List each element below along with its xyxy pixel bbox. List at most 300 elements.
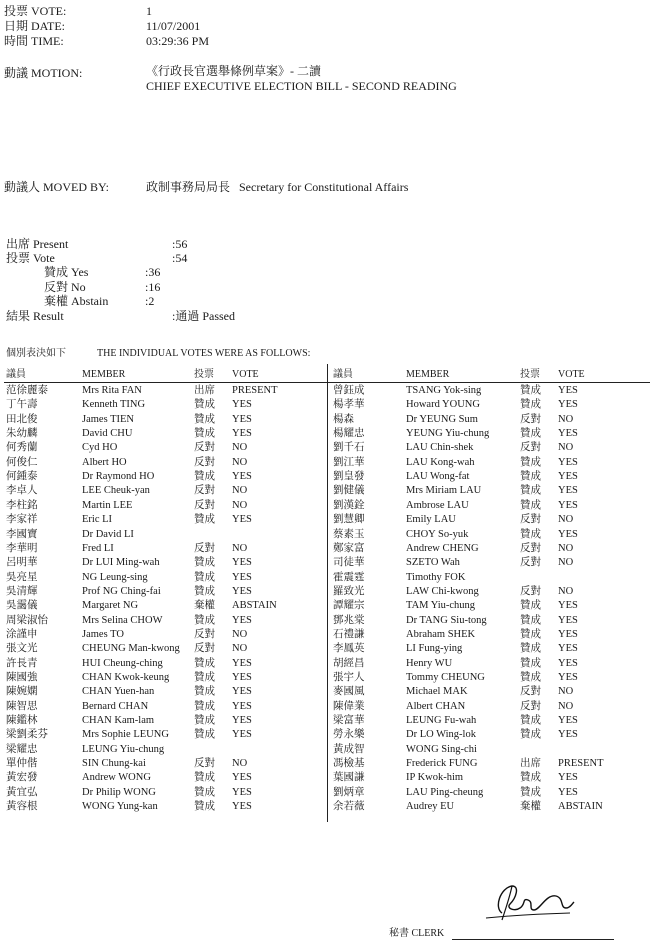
vote-value: YES bbox=[558, 672, 578, 683]
member-name-zh: 梁富華 bbox=[333, 715, 365, 727]
member-name-zh: 羅致光 bbox=[333, 585, 365, 597]
vote-zh: 反對 bbox=[520, 514, 541, 526]
vote-value: NO bbox=[232, 758, 248, 770]
table-row bbox=[0, 470, 326, 484]
member-name: TSANG Yok-sing bbox=[406, 385, 482, 396]
vote-value: YES bbox=[232, 729, 252, 741]
vote-value: YES bbox=[232, 399, 252, 411]
vote-zh: 贊成 bbox=[520, 786, 541, 798]
vote-zh: 反對 bbox=[194, 758, 215, 770]
member-name-zh: 梁劉柔芬 bbox=[6, 729, 48, 741]
member-name-zh: 鄭家富 bbox=[333, 542, 365, 554]
member-name-zh: 譚耀宗 bbox=[333, 600, 365, 612]
table-row bbox=[0, 642, 326, 656]
table-row bbox=[328, 542, 654, 556]
vote-zh: 贊成 bbox=[520, 385, 541, 396]
vote-value: YES bbox=[558, 628, 578, 640]
vote-value: ABSTAIN bbox=[558, 801, 603, 813]
vote-value: YES bbox=[232, 672, 252, 683]
vote-zh: 棄權 bbox=[194, 600, 215, 612]
member-name-zh: 陳偉業 bbox=[333, 700, 365, 712]
table-row bbox=[328, 700, 654, 714]
vote-zh: 贊成 bbox=[520, 729, 541, 741]
col-vote-zh-left: 投票 bbox=[194, 369, 214, 380]
vote-zh: 贊成 bbox=[194, 585, 215, 597]
member-name-zh: 陳國強 bbox=[6, 672, 38, 683]
table-row bbox=[328, 786, 654, 800]
member-name: Mrs Miriam LAU bbox=[406, 485, 482, 497]
member-name: Dr David LI bbox=[82, 528, 134, 540]
member-name-zh: 單仲偕 bbox=[6, 758, 38, 770]
vote-value: NO bbox=[232, 442, 248, 454]
vote-count-label: 投票 Vote bbox=[6, 251, 55, 265]
vote-zh: 贊成 bbox=[520, 600, 541, 612]
vote-zh: 贊成 bbox=[520, 643, 541, 655]
individual-title-zh: 個別表決如下 bbox=[6, 348, 66, 359]
vote-zh: 贊成 bbox=[520, 499, 541, 511]
member-name: Mrs Selina CHOW bbox=[82, 614, 163, 626]
table-row bbox=[0, 743, 326, 757]
vote-value: YES bbox=[232, 686, 252, 698]
member-name-zh: 霍震霆 bbox=[333, 571, 365, 583]
table-row bbox=[0, 728, 326, 742]
vote-value: YES bbox=[558, 399, 578, 411]
table-row bbox=[0, 513, 326, 527]
vote-zh: 贊成 bbox=[520, 485, 541, 497]
table-row bbox=[0, 556, 326, 570]
table-row bbox=[0, 499, 326, 513]
vote-zh: 出席 bbox=[194, 385, 215, 396]
vote-zh: 贊成 bbox=[194, 715, 215, 727]
vote-value: NO bbox=[232, 643, 248, 655]
vote-zh: 贊成 bbox=[520, 471, 541, 483]
table-row bbox=[328, 571, 654, 585]
table-row bbox=[328, 470, 654, 484]
vote-zh: 贊成 bbox=[194, 571, 215, 583]
table-row bbox=[328, 456, 654, 470]
member-name: Dr TANG Siu-tong bbox=[406, 614, 487, 626]
member-name: HUI Cheung-ching bbox=[82, 657, 163, 669]
member-name-zh: 劉江華 bbox=[333, 456, 365, 468]
vote-value: YES bbox=[232, 786, 252, 798]
member-name-zh: 許長青 bbox=[6, 657, 38, 669]
member-name: Abraham SHEK bbox=[406, 628, 476, 640]
motion-title-en: CHIEF EXECUTIVE ELECTION BILL - SECOND READING bbox=[146, 79, 457, 93]
vote-value: YES bbox=[558, 499, 578, 511]
yes-label: 贊成 Yes bbox=[44, 265, 89, 279]
vote-value: NO bbox=[558, 700, 574, 712]
vote-zh: 贊成 bbox=[194, 801, 215, 813]
table-row bbox=[0, 456, 326, 470]
table-row bbox=[328, 714, 654, 728]
vote-value: NO bbox=[558, 686, 574, 698]
member-name: Prof NG Ching-fai bbox=[82, 585, 161, 597]
member-name-zh: 劉千石 bbox=[333, 442, 365, 454]
abstain-label: 棄權 Abstain bbox=[44, 294, 109, 308]
table-row bbox=[328, 642, 654, 656]
vote-zh: 反對 bbox=[194, 485, 215, 497]
vote-value: YES bbox=[558, 614, 578, 626]
col-member-right: MEMBER bbox=[406, 369, 450, 380]
vote-value: YES bbox=[232, 471, 252, 483]
motion-label: 動議 MOTION: bbox=[4, 66, 83, 80]
motion-title-zh: 《行政長官選舉條例草案》- 二讀 bbox=[146, 64, 321, 78]
member-name: Bernard CHAN bbox=[82, 700, 149, 712]
vote-zh: 反對 bbox=[194, 628, 215, 640]
member-name-zh: 李國寶 bbox=[6, 528, 38, 540]
member-name-zh: 陳智思 bbox=[6, 700, 38, 712]
table-row bbox=[0, 542, 326, 556]
col-member-zh-right: 議員 bbox=[333, 369, 353, 380]
vote-zh: 贊成 bbox=[520, 715, 541, 727]
vote-zh: 反對 bbox=[194, 442, 215, 454]
vote-value: YES bbox=[232, 585, 252, 597]
member-name-zh: 吳清輝 bbox=[6, 585, 38, 597]
table-row bbox=[328, 757, 654, 771]
table-row bbox=[328, 743, 654, 757]
member-name: LAU Kong-wah bbox=[406, 456, 475, 468]
vote-zh: 出席 bbox=[520, 758, 541, 770]
vote-value: YES bbox=[558, 428, 578, 440]
member-name: SIN Chung-kai bbox=[82, 758, 146, 770]
col-vote-right: VOTE bbox=[558, 369, 585, 380]
table-row bbox=[0, 528, 326, 542]
vote-zh: 反對 bbox=[520, 686, 541, 698]
vote-zh: 贊成 bbox=[194, 657, 215, 669]
table-row bbox=[328, 384, 654, 398]
member-name-zh: 李華明 bbox=[6, 542, 38, 554]
table-row bbox=[0, 786, 326, 800]
member-name-zh: 何俊仁 bbox=[6, 456, 38, 468]
table-row bbox=[0, 384, 326, 398]
table-row bbox=[328, 671, 654, 685]
member-name-zh: 李卓人 bbox=[6, 485, 38, 497]
member-name: Dr Raymond HO bbox=[82, 471, 155, 483]
vote-count-value: :54 bbox=[172, 251, 188, 265]
vote-value: YES bbox=[232, 700, 252, 712]
member-name: Andrew CHENG bbox=[406, 542, 479, 554]
vote-zh: 反對 bbox=[194, 643, 215, 655]
member-name-zh: 劉炳章 bbox=[333, 786, 365, 798]
vote-value: NO bbox=[558, 542, 574, 554]
member-name: IP Kwok-him bbox=[406, 772, 464, 784]
clerk-signature bbox=[466, 878, 586, 928]
vote-zh: 贊成 bbox=[194, 614, 215, 626]
member-name: CHOY So-yuk bbox=[406, 528, 469, 540]
member-name-zh: 楊森 bbox=[333, 413, 354, 425]
member-name: TAM Yiu-chung bbox=[406, 600, 476, 612]
member-name-zh: 李柱銘 bbox=[6, 499, 38, 511]
table-row bbox=[0, 800, 326, 814]
clerk-label: 秘書 CLERK bbox=[389, 928, 445, 939]
vote-value: YES bbox=[558, 643, 578, 655]
member-name-zh: 涂謹申 bbox=[6, 628, 38, 640]
present-value: :56 bbox=[172, 237, 188, 251]
col-vote-zh-right: 投票 bbox=[520, 369, 540, 380]
member-name-zh: 陳婉嫻 bbox=[6, 686, 38, 698]
member-name: Dr LO Wing-lok bbox=[406, 729, 476, 741]
member-name: CHEUNG Man-kwong bbox=[82, 643, 180, 655]
member-name: Albert CHAN bbox=[406, 700, 466, 712]
member-name: James TIEN bbox=[82, 413, 135, 425]
vote-value: YES bbox=[558, 528, 578, 540]
vote-zh: 反對 bbox=[520, 557, 541, 569]
date-label: 日期 DATE: bbox=[4, 19, 65, 33]
vote-zh: 反對 bbox=[194, 542, 215, 554]
member-name: Audrey EU bbox=[406, 801, 455, 813]
vote-value: YES bbox=[558, 729, 578, 741]
result-value: :通過 Passed bbox=[172, 309, 236, 323]
col-member-zh-left: 議員 bbox=[6, 369, 26, 380]
table-row bbox=[0, 685, 326, 699]
member-name-zh: 勞永樂 bbox=[333, 729, 365, 741]
table-row bbox=[328, 599, 654, 613]
member-name-zh: 周梁淑怡 bbox=[6, 614, 48, 626]
table-row bbox=[0, 585, 326, 599]
clerk-signature-line bbox=[452, 939, 614, 940]
table-row bbox=[0, 714, 326, 728]
member-name: Fred LI bbox=[82, 542, 114, 554]
vote-value: YES bbox=[232, 428, 252, 440]
member-name: Emily LAU bbox=[406, 514, 456, 526]
abstain-value: :2 bbox=[145, 294, 155, 308]
moved-by-value: 政制事務局局長 Secretary for Constitutional Affairs bbox=[146, 180, 409, 194]
member-name-zh: 蔡素玉 bbox=[333, 528, 365, 540]
member-name-zh: 丁午壽 bbox=[6, 399, 38, 411]
member-name: WONG Sing-chi bbox=[406, 743, 477, 755]
table-row bbox=[328, 513, 654, 527]
member-name: Ambrose LAU bbox=[406, 499, 469, 511]
member-name: Dr LUI Ming-wah bbox=[82, 557, 160, 569]
vote-zh: 贊成 bbox=[194, 413, 215, 425]
member-name-zh: 胡經昌 bbox=[333, 657, 365, 669]
member-name-zh: 石禮謙 bbox=[333, 628, 365, 640]
table-row bbox=[328, 556, 654, 570]
table-row bbox=[0, 571, 326, 585]
member-name: SZETO Wah bbox=[406, 557, 460, 569]
table-row bbox=[328, 628, 654, 642]
moved-by-label: 動議人 MOVED BY: bbox=[4, 180, 109, 194]
member-name-zh: 馮檢基 bbox=[333, 758, 365, 770]
table-row bbox=[0, 413, 326, 427]
vote-value: YES bbox=[558, 657, 578, 669]
member-name-zh: 朱幼麟 bbox=[6, 428, 38, 440]
present-label: 出席 Present bbox=[6, 237, 69, 251]
member-name-zh: 麥國風 bbox=[333, 686, 365, 698]
member-name: CHAN Yuen-han bbox=[82, 686, 155, 698]
vote-value: YES bbox=[558, 600, 578, 612]
member-name: Michael MAK bbox=[406, 686, 468, 698]
vote-value: NO bbox=[232, 456, 248, 468]
vote-zh: 贊成 bbox=[194, 686, 215, 698]
member-name: Albert HO bbox=[82, 456, 127, 468]
no-value: :16 bbox=[145, 280, 161, 294]
table-row bbox=[328, 427, 654, 441]
vote-number-value: 1 bbox=[146, 4, 152, 18]
member-name-zh: 劉漢銓 bbox=[333, 499, 365, 511]
member-name: Eric LI bbox=[82, 514, 113, 526]
table-row bbox=[328, 585, 654, 599]
vote-zh: 贊成 bbox=[520, 399, 541, 411]
table-row bbox=[328, 657, 654, 671]
member-name-zh: 吳亮星 bbox=[6, 571, 38, 583]
vote-zh: 贊成 bbox=[520, 672, 541, 683]
table-row bbox=[0, 614, 326, 628]
member-name-zh: 劉健儀 bbox=[333, 485, 365, 497]
vote-value: ABSTAIN bbox=[232, 600, 277, 612]
member-name-zh: 呂明華 bbox=[6, 557, 38, 569]
member-name-zh: 楊耀忠 bbox=[333, 428, 365, 440]
table-row bbox=[328, 499, 654, 513]
table-row bbox=[328, 771, 654, 785]
vote-value: NO bbox=[558, 585, 574, 597]
vote-value: PRESENT bbox=[232, 385, 278, 396]
time-value: 03:29:36 PM bbox=[146, 34, 210, 48]
member-name-zh: 何秀蘭 bbox=[6, 442, 38, 454]
vote-value: YES bbox=[232, 801, 252, 813]
vote-zh: 反對 bbox=[520, 700, 541, 712]
vote-zh: 贊成 bbox=[520, 456, 541, 468]
table-row bbox=[328, 398, 654, 412]
member-name-zh: 黃宏發 bbox=[6, 772, 38, 784]
vote-zh: 贊成 bbox=[520, 657, 541, 669]
member-name-zh: 梁耀忠 bbox=[6, 743, 38, 755]
table-row bbox=[328, 528, 654, 542]
vote-zh: 反對 bbox=[194, 456, 215, 468]
table-row bbox=[0, 628, 326, 642]
vote-value: YES bbox=[232, 557, 252, 569]
member-name-zh: 黃成智 bbox=[333, 743, 365, 755]
vote-zh: 贊成 bbox=[194, 557, 215, 569]
vote-zh: 贊成 bbox=[520, 528, 541, 540]
table-row bbox=[328, 800, 654, 814]
vote-value: YES bbox=[232, 571, 252, 583]
member-name-zh: 張文光 bbox=[6, 643, 38, 655]
member-name: Henry WU bbox=[406, 657, 453, 669]
vote-value: YES bbox=[232, 614, 252, 626]
member-name: YEUNG Yiu-chung bbox=[406, 428, 490, 440]
member-name-zh: 司徒華 bbox=[333, 557, 365, 569]
vote-value: NO bbox=[558, 413, 574, 425]
member-name: LAU Chin-shek bbox=[406, 442, 474, 454]
vote-zh: 贊成 bbox=[194, 471, 215, 483]
member-name-zh: 曾鈺成 bbox=[333, 385, 365, 396]
vote-value: PRESENT bbox=[558, 758, 604, 770]
member-name: LEUNG Yiu-chung bbox=[82, 743, 165, 755]
table-row bbox=[0, 398, 326, 412]
member-name-zh: 鄧兆棠 bbox=[333, 614, 365, 626]
vote-zh: 反對 bbox=[520, 442, 541, 454]
col-member-left: MEMBER bbox=[82, 369, 126, 380]
member-name: Cyd HO bbox=[82, 442, 118, 454]
vote-zh: 贊成 bbox=[194, 672, 215, 683]
member-name-zh: 李鳳英 bbox=[333, 643, 365, 655]
member-name-zh: 何鍾泰 bbox=[6, 471, 38, 483]
vote-zh: 反對 bbox=[194, 499, 215, 511]
vote-value: YES bbox=[558, 456, 578, 468]
member-name: Frederick FUNG bbox=[406, 758, 478, 770]
member-name: LAW Chi-kwong bbox=[406, 585, 479, 597]
vote-zh: 反對 bbox=[520, 413, 541, 425]
table-row bbox=[0, 700, 326, 714]
vote-zh: 反對 bbox=[520, 585, 541, 597]
member-name-zh: 葉國謙 bbox=[333, 772, 365, 784]
vote-zh: 贊成 bbox=[520, 614, 541, 626]
member-name: Martin LEE bbox=[82, 499, 133, 511]
vote-value: YES bbox=[558, 385, 578, 396]
table-row bbox=[328, 441, 654, 455]
member-name: Mrs Rita FAN bbox=[82, 385, 142, 396]
vote-value: NO bbox=[558, 514, 574, 526]
vote-value: YES bbox=[558, 772, 578, 784]
vote-value: NO bbox=[232, 628, 248, 640]
member-name-zh: 劉皇發 bbox=[333, 471, 365, 483]
table-row bbox=[328, 614, 654, 628]
vote-value: YES bbox=[558, 471, 578, 483]
member-name: Margaret NG bbox=[82, 600, 139, 612]
vote-value: YES bbox=[558, 786, 578, 798]
member-name: Dr YEUNG Sum bbox=[406, 413, 478, 425]
vote-zh: 贊成 bbox=[194, 428, 215, 440]
vote-value: YES bbox=[558, 715, 578, 727]
vote-value: YES bbox=[558, 485, 578, 497]
member-name: David CHU bbox=[82, 428, 133, 440]
member-name: James TO bbox=[82, 628, 124, 640]
vote-value: YES bbox=[232, 657, 252, 669]
member-name: LAU Ping-cheung bbox=[406, 786, 484, 798]
vote-zh: 贊成 bbox=[194, 786, 215, 798]
col-vote-left: VOTE bbox=[232, 369, 259, 380]
vote-zh: 贊成 bbox=[520, 772, 541, 784]
member-name-zh: 吳靄儀 bbox=[6, 600, 38, 612]
member-name: Andrew WONG bbox=[82, 772, 151, 784]
vote-zh: 贊成 bbox=[194, 729, 215, 741]
table-row bbox=[0, 771, 326, 785]
vote-value: YES bbox=[232, 413, 252, 425]
member-name-zh: 陳鑑林 bbox=[6, 715, 38, 727]
member-name-zh: 黃宜弘 bbox=[6, 786, 38, 798]
vote-value: NO bbox=[232, 499, 248, 511]
member-name: Howard YOUNG bbox=[406, 399, 480, 411]
member-name: LEE Cheuk-yan bbox=[82, 485, 150, 497]
member-name: CHAN Kam-lam bbox=[82, 715, 155, 727]
table-row bbox=[328, 484, 654, 498]
table-row bbox=[0, 671, 326, 685]
member-name: LI Fung-ying bbox=[406, 643, 463, 655]
table-row bbox=[0, 427, 326, 441]
vote-zh: 贊成 bbox=[520, 628, 541, 640]
member-name: LEUNG Fu-wah bbox=[406, 715, 477, 727]
vote-value: NO bbox=[232, 485, 248, 497]
member-name-zh: 余若薇 bbox=[333, 801, 365, 813]
vote-value: YES bbox=[232, 514, 252, 526]
yes-value: :36 bbox=[145, 265, 161, 279]
member-name-zh: 劉慧卿 bbox=[333, 514, 365, 526]
table-row bbox=[0, 757, 326, 771]
time-label: 時間 TIME: bbox=[4, 34, 64, 48]
table-row bbox=[0, 657, 326, 671]
vote-zh: 贊成 bbox=[194, 700, 215, 712]
member-name: NG Leung-sing bbox=[82, 571, 148, 583]
no-label: 反對 No bbox=[44, 280, 86, 294]
table-row bbox=[328, 728, 654, 742]
table-row bbox=[0, 484, 326, 498]
member-name: Kenneth TING bbox=[82, 399, 146, 411]
vote-zh: 贊成 bbox=[194, 399, 215, 411]
table-row bbox=[328, 413, 654, 427]
date-value: 11/07/2001 bbox=[146, 19, 201, 33]
individual-title-en: THE INDIVIDUAL VOTES WERE AS FOLLOWS: bbox=[97, 348, 311, 359]
